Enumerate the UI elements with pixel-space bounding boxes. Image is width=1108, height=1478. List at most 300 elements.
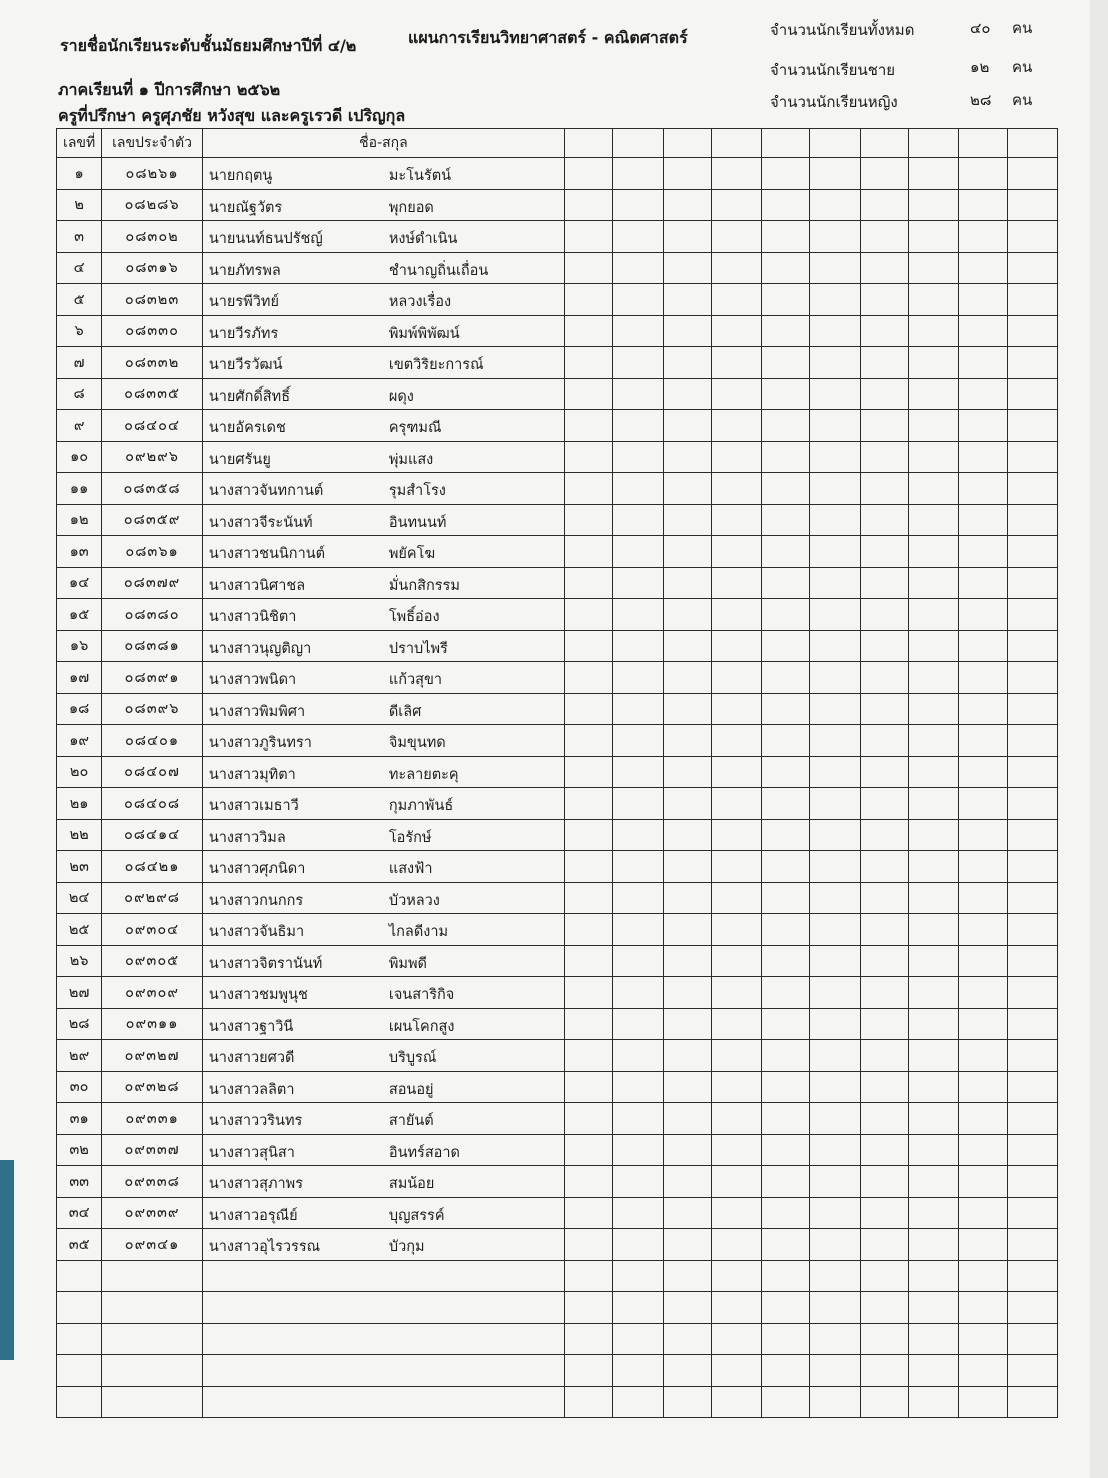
student-last-name: อินทร์สอาด [388,1144,460,1161]
student-name-cell [202,347,564,379]
empty-cell [565,1323,613,1355]
check-cell [613,1071,663,1103]
student-first-name: นางสาวกนกกร [208,892,304,909]
student-first-name: นางสาวภูรินทรา [208,735,312,751]
check-cell [909,1229,959,1261]
check-cell [909,158,959,190]
empty-cell [810,1355,860,1387]
column-header-name: ชื่อ-สกุล [202,129,564,158]
check-cell [810,158,860,190]
check-cell [810,473,860,505]
check-cell [613,441,663,473]
empty-cell [613,1260,663,1292]
check-cell [663,630,711,662]
empty-cell [663,1260,711,1292]
check-cell [762,882,810,914]
empty-cell [711,1323,761,1355]
student-last-name: บัวหลวง [388,892,440,909]
check-cell [613,315,663,347]
term-label: ภาคเรียนที่ ๑ ปีการศึกษา ๒๕๖๒ [58,80,281,99]
check-cell [909,189,959,221]
check-cell [762,662,810,694]
check-cell [711,945,761,977]
check-cell [860,284,908,316]
check-cell [1007,378,1057,410]
check-cell [860,1071,908,1103]
check-cell [810,1008,860,1040]
check-cell [959,315,1007,347]
check-cell [711,819,761,851]
student-id: ๐๘๓๓๕ [102,378,203,410]
check-cell [613,284,663,316]
check-cell [663,882,711,914]
empty-cell [663,1386,711,1418]
table-row [57,819,1058,851]
student-first-name: นางสาวพนิดา [208,672,297,688]
student-last-name: มะโนรัตน์ [388,168,452,184]
check-cell [1007,851,1057,883]
check-cell [762,536,810,568]
student-name-cell [202,630,564,662]
check-cell [565,284,613,316]
student-first-name: นางสาวนิชิตา [208,609,297,625]
student-name-cell [202,977,564,1009]
empty-cell [613,1323,663,1355]
student-first-name: นางสาวพิมพิศา [208,703,306,720]
student-name-cell [202,252,564,284]
stat-female-unit: คน [1012,91,1033,109]
student-name-cell [202,284,564,316]
table-row [57,630,1058,662]
student-name-cell [202,1071,564,1103]
empty-cell [959,1323,1007,1355]
empty-cell [909,1355,959,1387]
check-cell [762,1103,810,1135]
check-cell [613,189,663,221]
check-cell [613,1229,663,1261]
student-first-name: นางสาวชมพูนุช [208,987,308,1003]
empty-cell [810,1323,860,1355]
student-last-name: ดีเลิศ [388,703,422,720]
check-cell [860,315,908,347]
check-cell [810,189,860,221]
check-cell [565,977,613,1009]
student-id: ๐๘๓๕๙ [102,504,203,536]
check-cell [663,441,711,473]
check-cell [565,693,613,725]
check-cell [810,441,860,473]
student-number: ๖ [57,315,102,347]
check-cell [613,1134,663,1166]
check-cell [762,599,810,631]
check-cell [613,1040,663,1072]
check-cell [762,347,810,379]
stat-male-unit: คน [1012,58,1033,76]
empty-cell [810,1292,860,1324]
check-cell [565,630,613,662]
check-cell [959,284,1007,316]
check-cell [613,536,663,568]
check-cell [1007,662,1057,694]
check-cell [565,1229,613,1261]
student-last-name: ผดุง [388,388,414,405]
student-first-name: นางสาวเมธาวี [208,798,299,814]
check-cell [909,536,959,568]
student-first-name: นางสาวจีระนันท์ [208,514,313,531]
check-cell [860,158,908,190]
check-cell [959,252,1007,284]
check-cell [663,851,711,883]
check-cell [711,536,761,568]
check-cell [860,882,908,914]
check-cell [959,788,1007,820]
table-row [57,347,1058,379]
check-cell [565,914,613,946]
check-column-header [663,129,711,158]
empty-cell [959,1355,1007,1387]
student-number: ๑๐ [57,441,102,473]
table-row [57,756,1058,788]
student-id: ๐๙๒๙๘ [102,882,203,914]
check-cell [711,1071,761,1103]
empty-cell [202,1355,564,1387]
empty-cell [202,1323,564,1355]
student-number: ๓ [57,221,102,253]
check-cell [613,819,663,851]
table-row [57,1008,1058,1040]
student-number: ๓๓ [57,1166,102,1198]
student-id: ๐๘๒๖๑ [102,158,203,190]
student-name-cell [202,473,564,505]
table-row [57,1071,1058,1103]
student-number: ๒๖ [57,945,102,977]
empty-cell [860,1386,908,1418]
student-number: ๑๘ [57,693,102,725]
check-cell [663,977,711,1009]
student-id: ๐๘๓๙๑ [102,662,203,694]
check-cell [613,1166,663,1198]
check-cell [909,1103,959,1135]
check-cell [909,1040,959,1072]
check-cell [762,1166,810,1198]
check-cell [565,1103,613,1135]
check-cell [909,819,959,851]
empty-cell [860,1260,908,1292]
check-cell [663,599,711,631]
check-cell [810,315,860,347]
check-cell [810,252,860,284]
check-cell [711,504,761,536]
check-cell [663,1197,711,1229]
check-cell [663,504,711,536]
empty-cell [762,1323,810,1355]
student-last-name: สายันต์ [388,1113,434,1129]
check-cell [810,284,860,316]
column-header-id: เลขประจำตัว [102,129,203,158]
column-header-no: เลขที่ [57,129,102,158]
check-cell [711,1008,761,1040]
student-last-name: โพธิ์อ่อง [388,609,440,625]
student-first-name: นางสาวนุญติญา [208,640,312,657]
empty-cell [663,1355,711,1387]
student-last-name: จิมขุนทด [388,735,446,751]
check-cell [565,662,613,694]
student-first-name: นางสาวชนนิกานต์ [208,546,326,562]
student-number: ๕ [57,284,102,316]
student-id: ๐๙๓๒๗ [102,1040,203,1072]
check-cell [810,977,860,1009]
empty-cell [57,1355,102,1387]
check-cell [613,1103,663,1135]
check-column-header [810,129,860,158]
student-number: ๓๕ [57,1229,102,1261]
empty-cell [909,1260,959,1292]
student-id: ๐๘๔๐๔ [102,410,203,442]
empty-cell [860,1355,908,1387]
student-name-cell [202,315,564,347]
check-cell [810,504,860,536]
check-cell [762,378,810,410]
check-cell [909,441,959,473]
empty-cell [909,1323,959,1355]
check-cell [613,504,663,536]
check-cell [1007,473,1057,505]
stat-male-value: ๑๒ [970,58,990,76]
student-last-name: พยัคโฆ [388,546,436,562]
empty-cell [909,1292,959,1324]
empty-cell [57,1386,102,1418]
student-last-name: เขตวิริยะการณ์ [388,357,484,373]
empty-cell [1007,1260,1057,1292]
check-cell [860,630,908,662]
check-cell [711,1040,761,1072]
student-number: ๔ [57,252,102,284]
student-last-name: หงษ์ดำเนิน [388,231,458,247]
check-cell [565,945,613,977]
empty-cell [663,1292,711,1324]
table-row [57,441,1058,473]
student-first-name: นายนนท์ธนปรัชญ์ [208,231,323,247]
student-first-name: นางสาววรินทร [208,1113,303,1129]
stat-female-label: จำนวนนักเรียนหญิง [770,93,898,111]
check-cell [959,851,1007,883]
table-row [57,158,1058,190]
check-cell [860,819,908,851]
table-row [57,1134,1058,1166]
empty-cell [860,1323,908,1355]
check-cell [860,945,908,977]
check-cell [959,473,1007,505]
check-cell [860,788,908,820]
check-cell [810,725,860,757]
student-name-cell [202,441,564,473]
check-cell [1007,410,1057,442]
page-title: รายชื่อนักเรียนระดับชั้นมัธยมศึกษาปีที่ ๔/๒ [60,36,357,55]
check-cell [565,1134,613,1166]
check-cell [909,1166,959,1198]
empty-cell [810,1260,860,1292]
student-first-name: นางสาวจันธิมา [208,924,305,940]
empty-cell [711,1292,761,1324]
student-last-name: พิมพ์พิพัฒน์ [388,325,460,342]
check-cell [1007,1040,1057,1072]
empty-cell [57,1323,102,1355]
check-cell [1007,693,1057,725]
check-cell [909,1197,959,1229]
check-cell [711,756,761,788]
check-cell [860,1197,908,1229]
check-cell [762,851,810,883]
student-first-name: นางสาวฐาวินี [208,1018,294,1035]
check-cell [959,756,1007,788]
check-cell [909,504,959,536]
student-number: ๑๒ [57,504,102,536]
check-cell [1007,1008,1057,1040]
check-cell [711,158,761,190]
check-cell [565,158,613,190]
student-last-name: เผนโคกสูง [388,1018,455,1035]
student-number: ๑๖ [57,630,102,662]
empty-cell [613,1355,663,1387]
student-first-name: นางสาวจันทกานต์ [208,483,324,499]
student-last-name: พุ่มแสง [388,451,434,468]
check-cell [663,788,711,820]
check-cell [711,378,761,410]
student-name-cell [202,914,564,946]
check-cell [565,441,613,473]
check-cell [1007,725,1057,757]
check-cell [762,756,810,788]
check-cell [959,347,1007,379]
advisors-label: ครูที่ปรึกษา ครูศุภชัย หวังสุข และครูเรวดี เปริญกุล [58,106,406,125]
check-cell [959,630,1007,662]
student-last-name: พิมพดี [388,955,427,972]
student-id: ๐๘๓๖๑ [102,536,203,568]
check-cell [860,378,908,410]
check-cell [711,441,761,473]
student-last-name: พุกยอด [388,199,434,216]
check-cell [762,914,810,946]
check-cell [565,504,613,536]
check-cell [613,882,663,914]
check-cell [810,1197,860,1229]
check-cell [810,221,860,253]
check-cell [959,441,1007,473]
check-cell [565,473,613,505]
student-id: ๐๙๒๙๖ [102,441,203,473]
student-number: ๒๕ [57,914,102,946]
check-cell [663,1134,711,1166]
empty-cell [663,1323,711,1355]
check-cell [909,252,959,284]
check-cell [762,473,810,505]
check-cell [909,945,959,977]
student-last-name: แสงฟ้า [388,861,433,877]
check-cell [959,1008,1007,1040]
check-cell [860,347,908,379]
check-cell [860,1103,908,1135]
student-name-cell [202,1040,564,1072]
check-cell [711,315,761,347]
empty-cell [565,1292,613,1324]
check-column-header [711,129,761,158]
stat-total-label: จำนวนนักเรียนทั้งหมด [770,21,915,39]
check-cell [1007,284,1057,316]
empty-cell [1007,1323,1057,1355]
check-cell [1007,1229,1057,1261]
program-label: แผนการเรียนวิทยาศาสตร์ - คณิตศาสตร์ [408,28,688,47]
student-number: ๑๗ [57,662,102,694]
student-name-cell [202,158,564,190]
check-cell [1007,189,1057,221]
check-cell [810,1040,860,1072]
empty-cell [762,1292,810,1324]
student-first-name: นายกฤตนู [208,168,273,184]
student-first-name: นายภัทรพล [208,262,281,279]
student-number: ๑๔ [57,567,102,599]
check-cell [663,1071,711,1103]
check-cell [565,252,613,284]
empty-cell [102,1386,203,1418]
check-cell [1007,788,1057,820]
check-cell [959,1166,1007,1198]
check-cell [663,221,711,253]
empty-cell [613,1292,663,1324]
student-first-name: นายวีรภัทร [208,325,279,342]
student-number: ๓๔ [57,1197,102,1229]
student-id: ๐๘๓๗๙ [102,567,203,599]
student-number: ๒ [57,189,102,221]
check-cell [711,1134,761,1166]
check-cell [762,1134,810,1166]
check-cell [711,473,761,505]
student-last-name: กุมภาพันธ์ [388,798,454,814]
check-cell [711,599,761,631]
table-row [57,725,1058,757]
student-name-cell [202,599,564,631]
empty-cell [565,1260,613,1292]
check-cell [711,725,761,757]
check-cell [810,599,860,631]
check-cell [860,1166,908,1198]
student-last-name: มั่นกสิกรรม [388,577,460,594]
table-row [57,1103,1058,1135]
check-cell [711,788,761,820]
check-cell [663,1040,711,1072]
student-id: ๐๙๓๓๘ [102,1166,203,1198]
student-name-cell [202,1103,564,1135]
check-cell [762,567,810,599]
check-column-header [613,129,663,158]
student-first-name: นางสาวจิตรานันท์ [208,955,323,972]
check-cell [909,410,959,442]
check-cell [1007,1197,1057,1229]
empty-row [57,1260,1058,1292]
check-cell [860,252,908,284]
check-cell [762,977,810,1009]
check-cell [959,693,1007,725]
check-cell [959,819,1007,851]
check-cell [565,1071,613,1103]
table-row [57,1166,1058,1198]
student-number: ๒๙ [57,1040,102,1072]
check-cell [613,725,663,757]
empty-cell [202,1260,564,1292]
check-cell [959,882,1007,914]
check-cell [860,851,908,883]
check-cell [909,1134,959,1166]
check-cell [762,315,810,347]
